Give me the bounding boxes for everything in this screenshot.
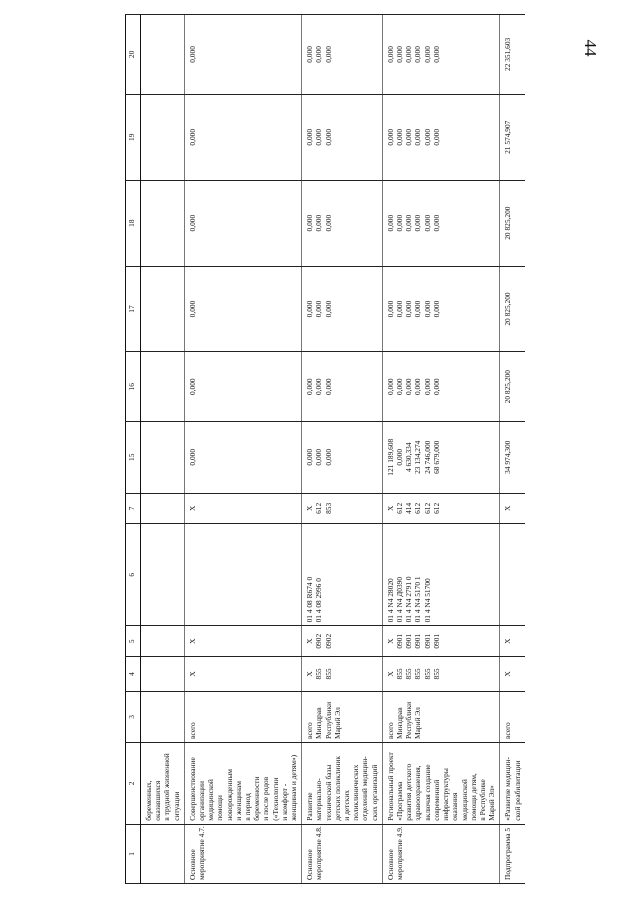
header-cell: 1: [126, 824, 141, 883]
cell-line: поликлинических: [351, 764, 361, 821]
cell-line: 0901: [395, 633, 405, 649]
cell-line: 0,000: [323, 448, 333, 466]
value-2021-cell: [184, 266, 301, 352]
value-2024-cell: [302, 15, 383, 95]
header-row: [126, 15, 141, 884]
value-2019-cell: [141, 421, 185, 493]
vr-cell: [500, 493, 525, 524]
cell-line: 855: [422, 668, 432, 680]
description-cell: [302, 742, 383, 824]
cell-line: 01 4 N4 51700: [422, 578, 432, 623]
value-2019-cell: [184, 421, 301, 493]
cell-line: Региональный проект: [385, 752, 395, 821]
description-cell: [382, 742, 499, 824]
cell-line: 0,000: [422, 378, 432, 396]
cell-line: 414: [404, 502, 414, 514]
header-cell: 4: [126, 657, 141, 692]
header-cell: 5: [126, 626, 141, 657]
cell-line: 0,000: [305, 300, 315, 318]
header-cell: 2: [126, 742, 141, 824]
value-2022-cell: [184, 180, 301, 266]
value-2022-cell: [382, 180, 499, 266]
cell-line: 0,000: [413, 214, 423, 232]
cell-line: Х: [503, 638, 513, 644]
cell-line: 612: [422, 502, 432, 514]
rotated-table-container: [125, 14, 625, 884]
header-cell: 19: [126, 94, 141, 180]
value-2023-cell: [302, 94, 383, 180]
cell-line: Минздрав: [395, 707, 405, 739]
executor-cell: [141, 691, 185, 742]
value-2019-cell: [382, 421, 499, 493]
vr-cell: [141, 493, 185, 524]
cell-line: 4 630,334: [404, 442, 414, 473]
value-2021-cell: [302, 266, 383, 352]
cell-line: 01 4 08 2996 0: [314, 578, 324, 623]
header-cell: 7: [126, 493, 141, 524]
header-cell: 18: [126, 180, 141, 266]
cell-line: 0,000: [305, 448, 315, 466]
cell-line: 0902: [314, 633, 324, 649]
cell-line: медицинской: [206, 779, 216, 821]
cell-line: всего: [187, 722, 197, 739]
cell-line: Х: [385, 671, 395, 677]
cell-line: и комфорт -: [279, 783, 289, 821]
cell-line: 0,000: [422, 46, 432, 63]
cell-line: 0,000: [404, 46, 414, 63]
value-2019-cell: [302, 421, 383, 493]
cell-line: оказавшихся: [153, 780, 163, 821]
description-cell: [141, 742, 185, 824]
cell-line: Совершенствование: [187, 757, 197, 821]
cell-line: 0,000: [431, 128, 441, 146]
cell-line: 0,000: [305, 46, 315, 63]
grbs-cell: [382, 657, 499, 692]
csr-cell: [302, 524, 383, 626]
cell-line: 0,000: [323, 46, 333, 63]
cell-line: мероприятие 4.7.: [197, 826, 207, 880]
executor-cell: [302, 691, 383, 742]
cell-line: 0,000: [314, 448, 324, 466]
value-2021-cell: [382, 266, 499, 352]
csr-cell: [500, 524, 525, 626]
header-cell: 16: [126, 352, 141, 422]
description-cell: [184, 742, 301, 824]
cell-line: Республики: [404, 701, 414, 739]
budget-table: [125, 14, 525, 884]
cell-line: Х: [305, 638, 315, 644]
cell-line: 0,000: [385, 378, 395, 396]
cell-line: в Республике: [477, 779, 487, 821]
cell-line: 01 4 N4 28020: [385, 578, 395, 623]
cell-line: 0,000: [404, 214, 414, 232]
value-2020-cell: [500, 352, 525, 422]
cell-line: 0,000: [413, 46, 423, 63]
cell-line: 20 825,200: [503, 292, 513, 326]
cell-line: технической базы: [323, 764, 333, 821]
vr-cell: [302, 493, 383, 524]
cell-line: 0,000: [404, 300, 414, 318]
cell-line: развития детского: [404, 763, 414, 821]
cell-line: включая создание: [422, 764, 432, 821]
cell-line: 34 974,300: [503, 440, 513, 474]
cell-line: 0,000: [314, 46, 324, 63]
table-row: [500, 15, 525, 884]
value-2024-cell: [184, 15, 301, 95]
rzpr-cell: [302, 626, 383, 657]
cell-line: Х: [385, 505, 395, 512]
cell-line: 0901: [404, 633, 414, 649]
cell-line: 01 4 N4 2791 0: [404, 576, 414, 623]
cell-line: 0,000: [323, 378, 333, 396]
value-2020-cell: [184, 352, 301, 422]
cell-line: 0902: [323, 633, 333, 649]
header-cell: 17: [126, 266, 141, 352]
cell-line: всего: [385, 722, 395, 739]
cell-line: 22 351,603: [503, 37, 513, 72]
cell-line: Х: [503, 505, 513, 512]
cell-line: женщинам и детям»): [289, 754, 299, 821]
cell-line: Основное: [187, 849, 197, 880]
cell-line: 0,000: [187, 128, 197, 146]
cell-line: 612: [395, 502, 405, 514]
cell-line: 612: [314, 502, 324, 514]
cell-line: 0,000: [305, 378, 315, 396]
cell-line: 0,000: [323, 214, 333, 232]
cell-line: 0,000: [431, 378, 441, 396]
rzpr-cell: [500, 626, 525, 657]
cell-line: 0901: [413, 633, 423, 649]
cell-line: 0,000: [187, 378, 197, 396]
rzpr-cell: [184, 626, 301, 657]
cell-line: 0901: [431, 633, 441, 649]
cell-line: Развитие: [305, 792, 315, 821]
cell-line: 0,000: [395, 378, 405, 396]
cell-line: Х: [187, 638, 197, 644]
header-cell: 15: [126, 421, 141, 493]
cell-line: Х: [305, 671, 315, 677]
value-2021-cell: [500, 266, 525, 352]
cell-line: 21 574,907: [503, 120, 513, 154]
cell-line: 01 4 N4 Д0390: [395, 576, 405, 623]
row-title-cell: [141, 824, 185, 883]
table-row: [382, 15, 499, 884]
cell-line: 855: [323, 668, 333, 680]
cell-line: Основное: [385, 849, 395, 880]
cell-line: 0,000: [385, 128, 395, 146]
header-cell: 3: [126, 691, 141, 742]
vr-cell: [382, 493, 499, 524]
cell-line: новорожденным: [224, 769, 234, 821]
cell-line: медицинской: [459, 779, 469, 821]
cell-line: 0,000: [413, 378, 423, 396]
value-2023-cell: [141, 94, 185, 180]
cell-line: беременных,: [144, 780, 153, 821]
cell-line: 0,000: [314, 378, 324, 396]
row-title-cell: [184, 824, 301, 883]
cell-line: Основное: [305, 849, 315, 880]
cell-line: Подпрограмма 5: [503, 827, 513, 880]
cell-line: 20 825,200: [503, 206, 513, 240]
cell-line: 24 746,000: [422, 440, 432, 474]
cell-line: всего: [305, 722, 315, 739]
cell-line: 855: [431, 668, 441, 680]
cell-line: 0,000: [187, 300, 197, 318]
vr-cell: [184, 493, 301, 524]
page-number: 44: [581, 39, 600, 57]
cell-line: 0,000: [395, 214, 405, 232]
cell-line: беременности: [252, 776, 262, 821]
cell-line: 0,000: [323, 128, 333, 146]
cell-line: 0,000: [187, 46, 197, 63]
cell-line: («Технологии: [270, 777, 280, 821]
csr-cell: [184, 524, 301, 626]
cell-line: в трудной жизненной: [162, 753, 172, 821]
cell-line: Марий Эл: [413, 707, 423, 739]
cell-line: 0,000: [395, 300, 405, 318]
cell-line: Х: [305, 505, 315, 512]
cell-line: 0,000: [305, 214, 315, 232]
cell-line: 0901: [422, 633, 432, 649]
csr-cell: [141, 524, 185, 626]
cell-line: «Развитие медицин-: [503, 757, 513, 821]
grbs-cell: [302, 657, 383, 692]
cell-line: 01 4 08 R674 0: [305, 576, 315, 623]
value-2020-cell: [141, 352, 185, 422]
row-title-cell: [500, 824, 525, 883]
cell-line: 0,000: [395, 128, 405, 146]
cell-line: 0,000: [413, 300, 423, 318]
cell-line: 0,000: [404, 378, 414, 396]
cell-line: 0,000: [187, 448, 197, 466]
cell-line: 0,000: [314, 300, 324, 318]
cell-line: 855: [395, 668, 405, 680]
cell-line: 0,000: [422, 300, 432, 318]
cell-line: Х: [187, 505, 197, 512]
cell-line: отделений медицин-: [360, 756, 370, 821]
cell-line: 0,000: [422, 214, 432, 232]
row-title-cell: [302, 824, 383, 883]
header-cell: 6: [126, 524, 141, 626]
cell-line: и детских: [342, 790, 352, 821]
cell-line: в период: [243, 793, 253, 821]
cell-line: Минздрав: [314, 707, 324, 739]
cell-line: 0,000: [431, 214, 441, 232]
cell-line: 01 4 N4 5170 1: [413, 576, 423, 623]
cell-line: ской реабилитации: [512, 760, 522, 821]
value-2022-cell: [141, 180, 185, 266]
cell-line: Х: [385, 638, 395, 644]
value-2020-cell: [382, 352, 499, 422]
cell-line: 0,000: [431, 300, 441, 318]
table-row: [141, 15, 185, 884]
cell-line: мероприятие 4.8.: [314, 826, 324, 880]
cell-line: 0,000: [422, 128, 432, 146]
cell-line: 0,000: [431, 46, 441, 63]
cell-line: 0,000: [395, 46, 405, 63]
value-2021-cell: [141, 266, 185, 352]
cell-line: 20 825,200: [503, 370, 513, 404]
value-2024-cell: [141, 15, 185, 95]
value-2023-cell: [500, 94, 525, 180]
rzpr-cell: [382, 626, 499, 657]
cell-line: и женщинам: [233, 781, 243, 821]
cell-line: 0,000: [395, 448, 405, 466]
table-row: [302, 15, 383, 884]
value-2020-cell: [302, 352, 383, 422]
rzpr-cell: [141, 626, 185, 657]
value-2019-cell: [500, 421, 525, 493]
description-cell: [500, 742, 525, 824]
value-2024-cell: [500, 15, 525, 95]
cell-line: 855: [413, 668, 423, 680]
cell-line: помощи: [215, 795, 225, 821]
cell-line: 0,000: [385, 46, 395, 63]
cell-line: 612: [431, 502, 441, 514]
cell-line: и после родов: [261, 776, 271, 821]
cell-line: Х: [187, 671, 197, 677]
executor-cell: [500, 691, 525, 742]
cell-line: современной: [431, 779, 441, 821]
cell-line: 121 189,608: [385, 438, 395, 476]
cell-line: всего: [503, 722, 513, 739]
executor-cell: [184, 691, 301, 742]
cell-line: 612: [413, 502, 423, 514]
cell-line: ских организаций: [369, 764, 379, 821]
cell-line: 0,000: [385, 300, 395, 318]
table-body: [126, 15, 525, 884]
cell-line: 0,000: [187, 214, 197, 232]
cell-line: 23 134,274: [413, 440, 423, 474]
cell-line: инфраструктуры: [441, 768, 451, 821]
cell-line: Республики: [323, 701, 333, 739]
cell-line: Марий Эл: [332, 707, 342, 739]
cell-line: детских поликлиник: [332, 756, 342, 821]
cell-line: мероприятие 4.9.: [395, 826, 405, 880]
cell-line: материально-: [314, 778, 324, 821]
cell-line: «Программа: [395, 781, 405, 821]
executor-cell: [382, 691, 499, 742]
value-2022-cell: [302, 180, 383, 266]
cell-line: Марий Эл»: [487, 785, 497, 821]
cell-line: 0,000: [404, 128, 414, 146]
value-2024-cell: [382, 15, 499, 95]
header-cell: 20: [126, 15, 141, 95]
value-2023-cell: [382, 94, 499, 180]
cell-line: 0,000: [385, 214, 395, 232]
cell-line: 853: [323, 502, 333, 514]
grbs-cell: [500, 657, 525, 692]
cell-line: 68 679,000: [431, 440, 441, 474]
cell-line: 0,000: [314, 214, 324, 232]
value-2023-cell: [184, 94, 301, 180]
cell-line: 855: [404, 668, 414, 680]
value-2022-cell: [500, 180, 525, 266]
cell-line: 0,000: [413, 128, 423, 146]
cell-line: ситуации: [171, 791, 181, 821]
cell-line: 0,000: [323, 300, 333, 318]
grbs-cell: [184, 657, 301, 692]
cell-line: организации: [197, 781, 207, 821]
cell-line: 0,000: [305, 128, 315, 146]
cell-line: Х: [503, 671, 513, 677]
cell-line: здравоохранения,: [413, 765, 423, 821]
csr-cell: [382, 524, 499, 626]
cell-line: оказания: [450, 792, 460, 821]
cell-line: 855: [314, 668, 324, 680]
table-row: [184, 15, 301, 884]
grbs-cell: [141, 657, 185, 692]
row-title-cell: [382, 824, 499, 883]
cell-line: помощи детям,: [468, 773, 478, 821]
cell-line: 0,000: [314, 128, 324, 146]
